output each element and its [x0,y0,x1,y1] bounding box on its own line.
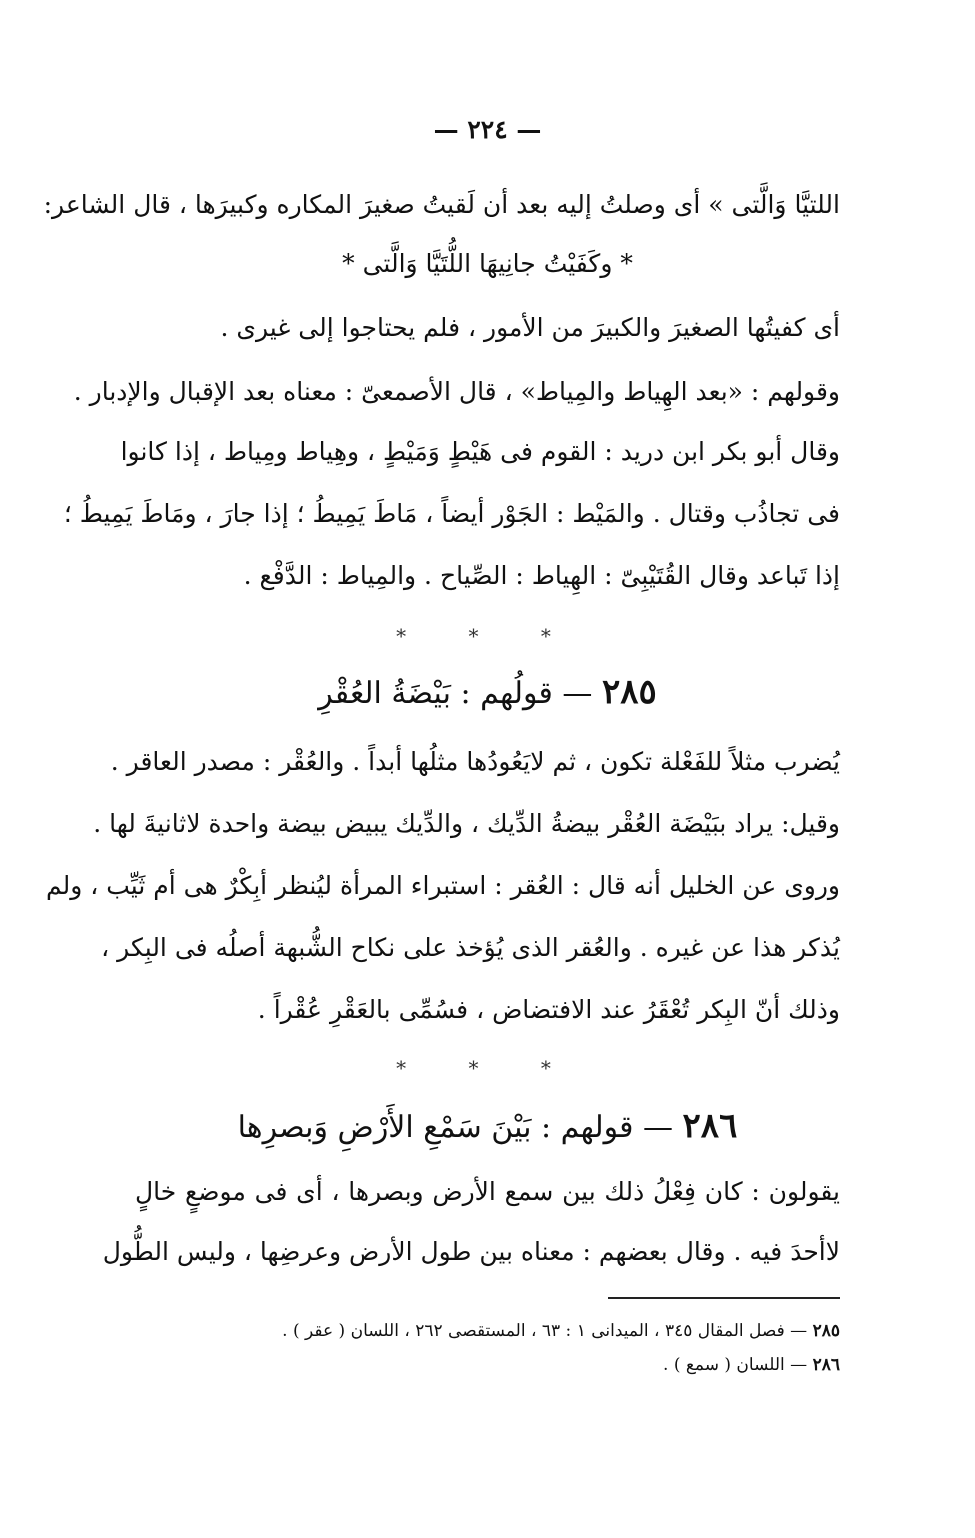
s285-line-1: يُضرب مثلاً للفَعْلة تكون ، ثم لايَعُودُها مثلُها أبداً . والعُقْر : مصدر العاقر . [110,747,840,776]
s285-line-5: وذلك أنّ البِكر تُعْقَرُ عند الافتضاض ، فسُمِّى بالعَقْرِ عُقْراً . [257,995,840,1024]
section-285-title: — قولُهم : بَيْضَةُ العُقْرِ [318,676,593,711]
section-285-number: ٢٨٥ [601,672,657,712]
verse-line: * وكَفَيْتُ جانِيهَا اللُّتَيَّا وَالَّتى * [342,249,633,278]
s285-line-2: وقيل: يراد ببَيْضَة العُقْر بيضةُ الدِّيك ، والدِّيك يبيض بيضة واحدة لاثانيةَ لها . [93,809,840,838]
footnote-text: — فصل المقال ٣٤٥ ، الميدانى ١ : ٦٣ ، المستقصى ٢٦٢ ، اللسان ( عقر ) . [282,1321,808,1341]
section-286-heading [135,1104,840,1150]
section-divider: * * * [396,624,579,648]
footnote-number: ٢٨٦ [812,1355,840,1375]
hiyat-line-3: فى تجاذُب وقتال . والمَيْط : الجَوْر أيضاً ، مَاطَ يَمِيطُ ؛ إذا جارَ ، ومَاطَ يَمِيطُ ؛ [63,499,840,528]
s285-line-3: وروى عن الخليل أنه قال : العُقر : استبراء المرأة ليُنظر أبِكْرٌ هى أم ثَيِّب ، ولم [45,871,840,900]
footnote-286 [135,1352,840,1378]
section-285-heading [135,670,840,716]
s286-line-2: لاأحدَ فيه . وقال بعضهم : معناه بين طول الأرض وعرضِها ، وليس الطُّول [102,1237,840,1266]
footnote-285 [135,1318,840,1344]
footnote-text: — اللسان ( سمع ) . [663,1355,808,1375]
page-number: — ٢٢٤ — [433,115,542,144]
intro-line-3: أى كفيتُها الصغيرَ والكبيرَ من الأمور ، فلم يحتاجوا إلى غيرى . [220,313,840,342]
hiyat-line-1: وقولهم : «بعد الهِياط والمِياط» ، قال الأصمعىّ : معناه بعد الإقبال والإدبار . [73,377,840,406]
hiyat-line-2: وقال أبو بكر ابن دريد : القوم فى هَيْطٍ وَمَيْطٍ ، وهِياط ومِياط ، إذا كانوا [120,437,840,466]
section-286-title: — قولهم : بَيْنَ سَمْعِ الأَرْضِ وَبصرِها [237,1110,673,1145]
section-divider: * * * [396,1056,579,1080]
intro-line-1: اللتيَّا وَالَّتى » أى وصلتُ إليه بعد أن لَقيتُ صغيرَ المكاره وكبيرَها ، قال الشاعر: [43,190,840,219]
section-286-number: ٢٨٦ [682,1106,738,1146]
footnote-rule [608,1297,840,1299]
footnote-number: ٢٨٥ [812,1321,840,1341]
s286-line-1: يقولون : كان فِعْلُ ذلك بين سمع الأرض وبصرها ، أى فى موضعٍ خالٍ [135,1177,840,1206]
hiyat-line-4: إذا تَباعد وقال القُتَيْبِىّ : الهِياط : الصِّياح . والمِياط : الدَّفْع . [243,561,840,590]
s285-line-4: يُذكر هذا عن غيره . والعُقر الذى يُؤخذ على نكاح الشُّبهة أصلُه فى البِكر ، [101,933,840,962]
